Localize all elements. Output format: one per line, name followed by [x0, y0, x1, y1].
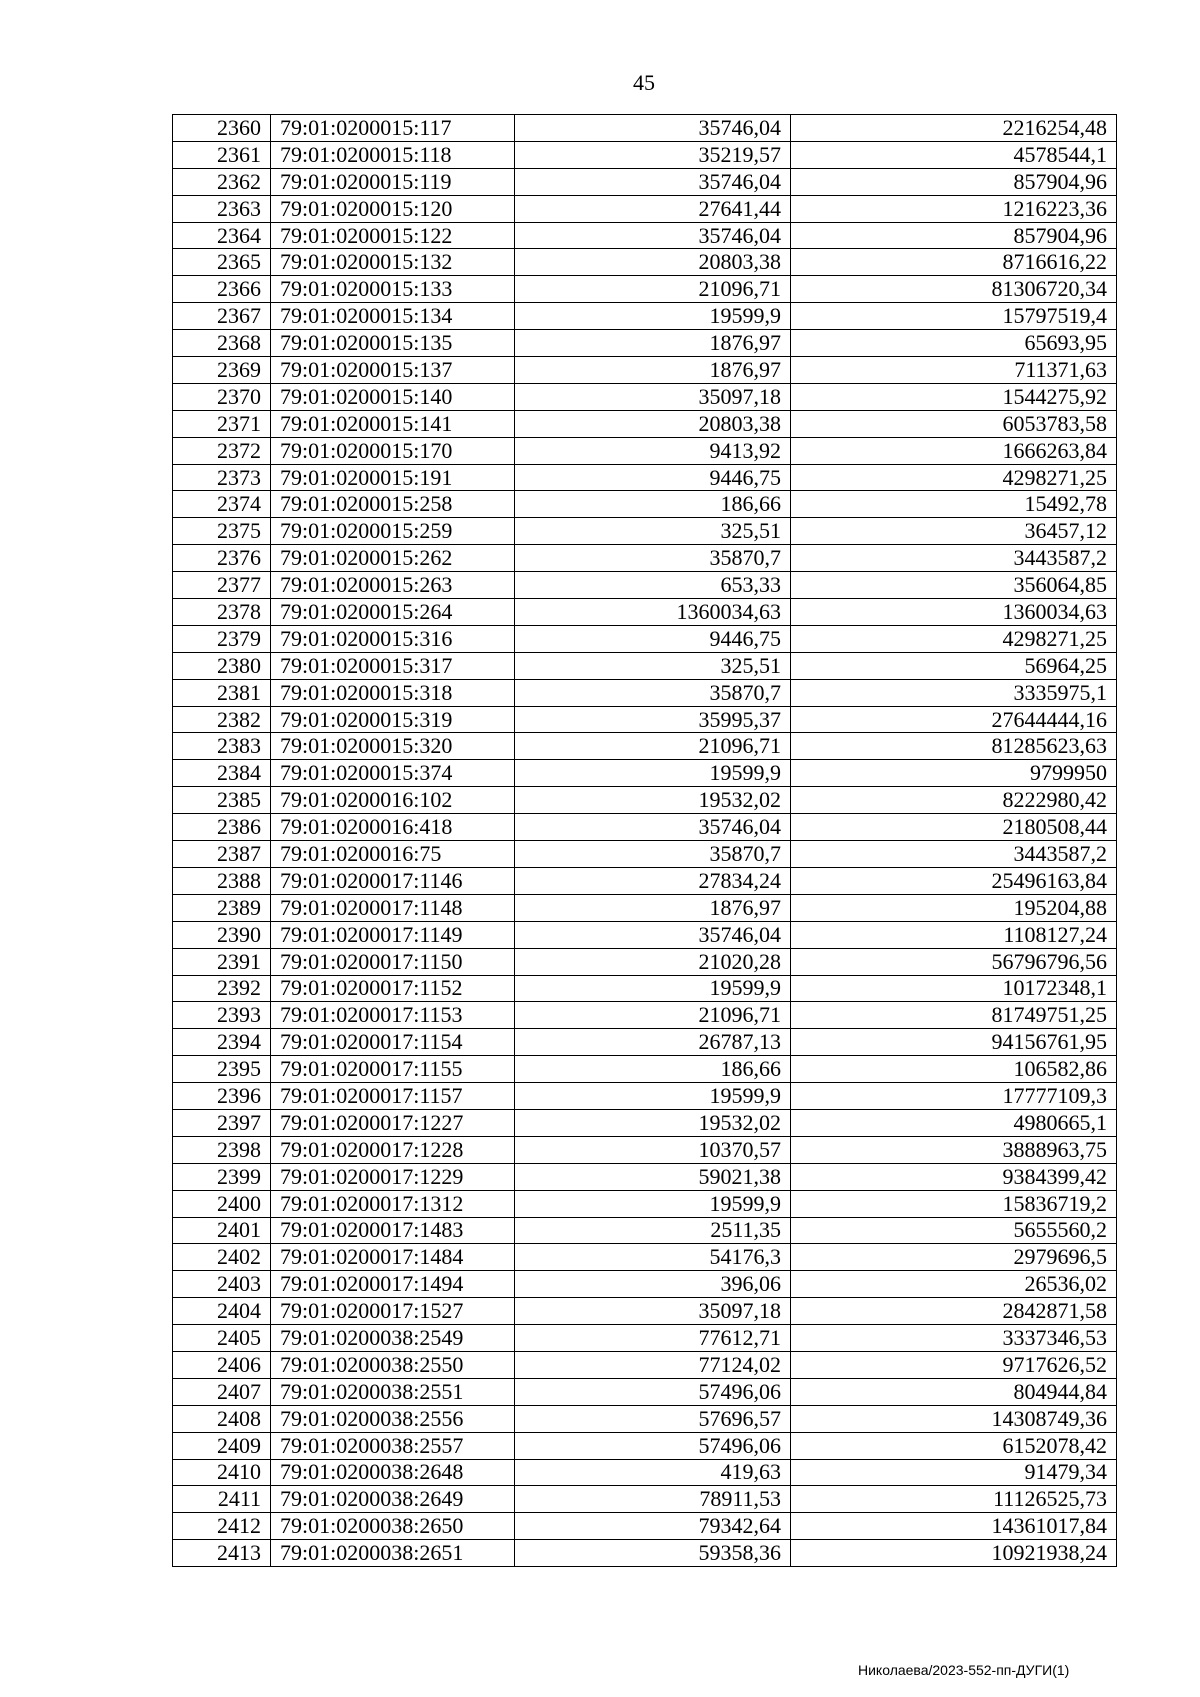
row-number-cell: 2413 — [173, 1540, 271, 1567]
table-row — [173, 195, 1117, 222]
total-value-cell: 3443587,2 — [791, 545, 1117, 572]
table-row — [173, 1136, 1117, 1163]
row-number-cell: 2374 — [173, 491, 271, 518]
total-value-cell: 2216254,48 — [791, 115, 1117, 142]
cadastral-number-cell: 79:01:0200015:259 — [271, 518, 515, 545]
table-row — [173, 921, 1117, 948]
total-value-cell: 9384399,42 — [791, 1163, 1117, 1190]
row-number-cell: 2411 — [173, 1486, 271, 1513]
total-value-cell: 1666263,84 — [791, 437, 1117, 464]
cadastral-number-cell: 79:01:0200015:264 — [271, 599, 515, 626]
value-cell: 35746,04 — [515, 921, 791, 948]
total-value-cell: 4298271,25 — [791, 464, 1117, 491]
table-row — [173, 1244, 1117, 1271]
total-value-cell: 3888963,75 — [791, 1136, 1117, 1163]
table-row — [173, 948, 1117, 975]
cadastral-number-cell: 79:01:0200038:2551 — [271, 1378, 515, 1405]
value-cell: 10370,57 — [515, 1136, 791, 1163]
value-cell: 57496,06 — [515, 1432, 791, 1459]
row-number-cell: 2378 — [173, 599, 271, 626]
table-row — [173, 975, 1117, 1002]
table-row — [173, 1351, 1117, 1378]
value-cell: 59358,36 — [515, 1540, 791, 1567]
table-row — [173, 115, 1117, 142]
row-number-cell: 2365 — [173, 249, 271, 276]
row-number-cell: 2390 — [173, 921, 271, 948]
value-cell: 419,63 — [515, 1459, 791, 1486]
cadastral-number-cell: 79:01:0200015:170 — [271, 437, 515, 464]
table-row — [173, 1083, 1117, 1110]
row-number-cell: 2380 — [173, 652, 271, 679]
table-row — [173, 518, 1117, 545]
table-row — [173, 841, 1117, 868]
row-number-cell: 2375 — [173, 518, 271, 545]
value-cell: 26787,13 — [515, 1029, 791, 1056]
row-number-cell: 2412 — [173, 1513, 271, 1540]
row-number-cell: 2410 — [173, 1459, 271, 1486]
cadastral-number-cell: 79:01:0200017:1527 — [271, 1298, 515, 1325]
cadastral-value-table — [172, 114, 1117, 1567]
value-cell: 35746,04 — [515, 222, 791, 249]
row-number-cell: 2377 — [173, 572, 271, 599]
table-row — [173, 760, 1117, 787]
row-number-cell: 2387 — [173, 841, 271, 868]
table-row — [173, 814, 1117, 841]
row-number-cell: 2404 — [173, 1298, 271, 1325]
value-cell: 77612,71 — [515, 1325, 791, 1352]
row-number-cell: 2384 — [173, 760, 271, 787]
row-number-cell: 2367 — [173, 303, 271, 330]
table-row — [173, 1190, 1117, 1217]
row-number-cell: 2389 — [173, 894, 271, 921]
cadastral-number-cell: 79:01:0200038:2549 — [271, 1325, 515, 1352]
row-number-cell: 2398 — [173, 1136, 271, 1163]
cadastral-number-cell: 79:01:0200016:102 — [271, 787, 515, 814]
value-cell: 186,66 — [515, 491, 791, 518]
total-value-cell: 10921938,24 — [791, 1540, 1117, 1567]
cadastral-number-cell: 79:01:0200017:1227 — [271, 1109, 515, 1136]
cadastral-number-cell: 79:01:0200038:2651 — [271, 1540, 515, 1567]
total-value-cell: 195204,88 — [791, 894, 1117, 921]
total-value-cell: 3335975,1 — [791, 679, 1117, 706]
cadastral-number-cell: 79:01:0200016:75 — [271, 841, 515, 868]
value-cell: 27641,44 — [515, 195, 791, 222]
total-value-cell: 4298271,25 — [791, 625, 1117, 652]
table-row — [173, 330, 1117, 357]
cadastral-number-cell: 79:01:0200016:418 — [271, 814, 515, 841]
total-value-cell: 65693,95 — [791, 330, 1117, 357]
total-value-cell: 91479,34 — [791, 1459, 1117, 1486]
table-row — [173, 787, 1117, 814]
value-cell: 1876,97 — [515, 357, 791, 384]
total-value-cell: 56964,25 — [791, 652, 1117, 679]
row-number-cell: 2361 — [173, 141, 271, 168]
row-number-cell: 2360 — [173, 115, 271, 142]
value-cell: 1876,97 — [515, 330, 791, 357]
cadastral-number-cell: 79:01:0200017:1148 — [271, 894, 515, 921]
cadastral-number-cell: 79:01:0200015:262 — [271, 545, 515, 572]
cadastral-number-cell: 79:01:0200015:122 — [271, 222, 515, 249]
cadastral-number-cell: 79:01:0200017:1312 — [271, 1190, 515, 1217]
total-value-cell: 8222980,42 — [791, 787, 1117, 814]
value-cell: 79342,64 — [515, 1513, 791, 1540]
value-cell: 35870,7 — [515, 545, 791, 572]
total-value-cell: 356064,85 — [791, 572, 1117, 599]
row-number-cell: 2399 — [173, 1163, 271, 1190]
total-value-cell: 4980665,1 — [791, 1109, 1117, 1136]
cadastral-number-cell: 79:01:0200015:137 — [271, 357, 515, 384]
total-value-cell: 81285623,63 — [791, 733, 1117, 760]
cadastral-number-cell: 79:01:0200015:118 — [271, 141, 515, 168]
total-value-cell: 1108127,24 — [791, 921, 1117, 948]
value-cell: 1360034,63 — [515, 599, 791, 626]
value-cell: 21020,28 — [515, 948, 791, 975]
total-value-cell: 56796796,56 — [791, 948, 1117, 975]
total-value-cell: 81749751,25 — [791, 1002, 1117, 1029]
cadastral-number-cell: 79:01:0200015:120 — [271, 195, 515, 222]
total-value-cell: 26536,02 — [791, 1271, 1117, 1298]
table-row — [173, 1298, 1117, 1325]
table-row — [173, 464, 1117, 491]
total-value-cell: 3443587,2 — [791, 841, 1117, 868]
row-number-cell: 2382 — [173, 706, 271, 733]
cadastral-number-cell: 79:01:0200017:1149 — [271, 921, 515, 948]
total-value-cell: 27644444,16 — [791, 706, 1117, 733]
row-number-cell: 2396 — [173, 1083, 271, 1110]
value-cell: 35097,18 — [515, 383, 791, 410]
row-number-cell: 2391 — [173, 948, 271, 975]
total-value-cell: 14308749,36 — [791, 1405, 1117, 1432]
row-number-cell: 2408 — [173, 1405, 271, 1432]
row-number-cell: 2371 — [173, 410, 271, 437]
cadastral-number-cell: 79:01:0200015:191 — [271, 464, 515, 491]
table-row — [173, 1325, 1117, 1352]
row-number-cell: 2372 — [173, 437, 271, 464]
row-number-cell: 2403 — [173, 1271, 271, 1298]
table-row — [173, 1056, 1117, 1083]
table-row — [173, 1405, 1117, 1432]
value-cell: 35097,18 — [515, 1298, 791, 1325]
row-number-cell: 2364 — [173, 222, 271, 249]
total-value-cell: 9717626,52 — [791, 1351, 1117, 1378]
value-cell: 325,51 — [515, 652, 791, 679]
row-number-cell: 2397 — [173, 1109, 271, 1136]
row-number-cell: 2392 — [173, 975, 271, 1002]
table-row — [173, 867, 1117, 894]
value-cell: 396,06 — [515, 1271, 791, 1298]
value-cell: 20803,38 — [515, 410, 791, 437]
cadastral-number-cell: 79:01:0200017:1146 — [271, 867, 515, 894]
value-cell: 653,33 — [515, 572, 791, 599]
table-row — [173, 625, 1117, 652]
table-row — [173, 303, 1117, 330]
cadastral-number-cell: 79:01:0200038:2650 — [271, 1513, 515, 1540]
cadastral-number-cell: 79:01:0200015:133 — [271, 276, 515, 303]
cadastral-number-cell: 79:01:0200017:1150 — [271, 948, 515, 975]
table-row — [173, 1271, 1117, 1298]
row-number-cell: 2373 — [173, 464, 271, 491]
row-number-cell: 2386 — [173, 814, 271, 841]
value-cell: 35746,04 — [515, 115, 791, 142]
value-cell: 325,51 — [515, 518, 791, 545]
total-value-cell: 106582,86 — [791, 1056, 1117, 1083]
table-row — [173, 599, 1117, 626]
cadastral-number-cell: 79:01:0200017:1228 — [271, 1136, 515, 1163]
cadastral-number-cell: 79:01:0200015:132 — [271, 249, 515, 276]
total-value-cell: 1360034,63 — [791, 599, 1117, 626]
cadastral-number-cell: 79:01:0200015:318 — [271, 679, 515, 706]
table-row — [173, 222, 1117, 249]
table-row — [173, 437, 1117, 464]
table-row — [173, 894, 1117, 921]
total-value-cell: 6152078,42 — [791, 1432, 1117, 1459]
value-cell: 35746,04 — [515, 814, 791, 841]
cadastral-number-cell: 79:01:0200015:258 — [271, 491, 515, 518]
cadastral-number-cell: 79:01:0200015:134 — [271, 303, 515, 330]
value-cell: 54176,3 — [515, 1244, 791, 1271]
row-number-cell: 2366 — [173, 276, 271, 303]
total-value-cell: 711371,63 — [791, 357, 1117, 384]
value-cell: 21096,71 — [515, 733, 791, 760]
value-cell: 2511,35 — [515, 1217, 791, 1244]
cadastral-number-cell: 79:01:0200015:117 — [271, 115, 515, 142]
table-row — [173, 168, 1117, 195]
total-value-cell: 804944,84 — [791, 1378, 1117, 1405]
value-cell: 59021,38 — [515, 1163, 791, 1190]
value-cell: 35219,57 — [515, 141, 791, 168]
table-row — [173, 1109, 1117, 1136]
table-row — [173, 1486, 1117, 1513]
value-cell: 186,66 — [515, 1056, 791, 1083]
table-row — [173, 1163, 1117, 1190]
cadastral-number-cell: 79:01:0200017:1152 — [271, 975, 515, 1002]
total-value-cell: 2979696,5 — [791, 1244, 1117, 1271]
row-number-cell: 2406 — [173, 1351, 271, 1378]
page-number: 45 — [633, 70, 655, 95]
total-value-cell: 81306720,34 — [791, 276, 1117, 303]
table-row — [173, 1432, 1117, 1459]
table-row — [173, 141, 1117, 168]
total-value-cell: 1216223,36 — [791, 195, 1117, 222]
value-cell: 19599,9 — [515, 760, 791, 787]
table-row — [173, 1217, 1117, 1244]
cadastral-number-cell: 79:01:0200015:319 — [271, 706, 515, 733]
row-number-cell: 2388 — [173, 867, 271, 894]
total-value-cell: 857904,96 — [791, 168, 1117, 195]
total-value-cell: 36457,12 — [791, 518, 1117, 545]
table-row — [173, 410, 1117, 437]
table-row — [173, 1459, 1117, 1486]
table-row — [173, 1378, 1117, 1405]
value-cell: 78911,53 — [515, 1486, 791, 1513]
cadastral-number-cell: 79:01:0200015:140 — [271, 383, 515, 410]
value-cell: 35746,04 — [515, 168, 791, 195]
value-cell: 19599,9 — [515, 1083, 791, 1110]
row-number-cell: 2409 — [173, 1432, 271, 1459]
cadastral-number-cell: 79:01:0200017:1229 — [271, 1163, 515, 1190]
cadastral-number-cell: 79:01:0200017:1157 — [271, 1083, 515, 1110]
table-row — [173, 1513, 1117, 1540]
row-number-cell: 2362 — [173, 168, 271, 195]
row-number-cell: 2401 — [173, 1217, 271, 1244]
total-value-cell: 3337346,53 — [791, 1325, 1117, 1352]
total-value-cell: 10172348,1 — [791, 975, 1117, 1002]
value-cell: 1876,97 — [515, 894, 791, 921]
value-cell: 19599,9 — [515, 303, 791, 330]
value-cell: 19599,9 — [515, 975, 791, 1002]
value-cell: 21096,71 — [515, 1002, 791, 1029]
table-row — [173, 1029, 1117, 1056]
cadastral-number-cell: 79:01:0200038:2649 — [271, 1486, 515, 1513]
row-number-cell: 2393 — [173, 1002, 271, 1029]
value-cell: 21096,71 — [515, 276, 791, 303]
table-row — [173, 357, 1117, 384]
total-value-cell: 11126525,73 — [791, 1486, 1117, 1513]
cadastral-number-cell: 79:01:0200015:320 — [271, 733, 515, 760]
total-value-cell: 15836719,2 — [791, 1190, 1117, 1217]
table-row — [173, 1540, 1117, 1567]
row-number-cell: 2394 — [173, 1029, 271, 1056]
total-value-cell: 9799950 — [791, 760, 1117, 787]
cadastral-number-cell: 79:01:0200015:141 — [271, 410, 515, 437]
total-value-cell: 25496163,84 — [791, 867, 1117, 894]
table-row — [173, 652, 1117, 679]
table-row — [173, 1002, 1117, 1029]
total-value-cell: 4578544,1 — [791, 141, 1117, 168]
table-row — [173, 706, 1117, 733]
row-number-cell: 2407 — [173, 1378, 271, 1405]
row-number-cell: 2368 — [173, 330, 271, 357]
cadastral-number-cell: 79:01:0200017:1154 — [271, 1029, 515, 1056]
cadastral-number-cell: 79:01:0200015:135 — [271, 330, 515, 357]
row-number-cell: 2363 — [173, 195, 271, 222]
row-number-cell: 2405 — [173, 1325, 271, 1352]
row-number-cell: 2383 — [173, 733, 271, 760]
table-row — [173, 249, 1117, 276]
row-number-cell: 2395 — [173, 1056, 271, 1083]
value-cell: 57696,57 — [515, 1405, 791, 1432]
cadastral-number-cell: 79:01:0200038:2648 — [271, 1459, 515, 1486]
total-value-cell: 15492,78 — [791, 491, 1117, 518]
total-value-cell: 2842871,58 — [791, 1298, 1117, 1325]
cadastral-number-cell: 79:01:0200015:119 — [271, 168, 515, 195]
row-number-cell: 2369 — [173, 357, 271, 384]
cadastral-number-cell: 79:01:0200015:374 — [271, 760, 515, 787]
table-row — [173, 276, 1117, 303]
document-reference: Николаева/2023-552-пп-ДУГИ(1) — [858, 1662, 1070, 1678]
value-cell: 9446,75 — [515, 464, 791, 491]
table-row — [173, 572, 1117, 599]
row-number-cell: 2400 — [173, 1190, 271, 1217]
value-cell: 35870,7 — [515, 679, 791, 706]
value-cell: 19599,9 — [515, 1190, 791, 1217]
row-number-cell: 2381 — [173, 679, 271, 706]
row-number-cell: 2376 — [173, 545, 271, 572]
table-row — [173, 679, 1117, 706]
cadastral-number-cell: 79:01:0200015:317 — [271, 652, 515, 679]
value-cell: 9446,75 — [515, 625, 791, 652]
total-value-cell: 14361017,84 — [791, 1513, 1117, 1540]
value-cell: 57496,06 — [515, 1378, 791, 1405]
total-value-cell: 15797519,4 — [791, 303, 1117, 330]
total-value-cell: 6053783,58 — [791, 410, 1117, 437]
value-cell: 9413,92 — [515, 437, 791, 464]
value-cell: 19532,02 — [515, 1109, 791, 1136]
table-row — [173, 545, 1117, 572]
cadastral-number-cell: 79:01:0200017:1153 — [271, 1002, 515, 1029]
total-value-cell: 1544275,92 — [791, 383, 1117, 410]
cadastral-number-cell: 79:01:0200038:2550 — [271, 1351, 515, 1378]
value-cell: 27834,24 — [515, 867, 791, 894]
cadastral-number-cell: 79:01:0200038:2557 — [271, 1432, 515, 1459]
value-cell: 77124,02 — [515, 1351, 791, 1378]
value-cell: 19532,02 — [515, 787, 791, 814]
value-cell: 35870,7 — [515, 841, 791, 868]
table-body — [173, 115, 1117, 1567]
total-value-cell: 5655560,2 — [791, 1217, 1117, 1244]
cadastral-number-cell: 79:01:0200017:1155 — [271, 1056, 515, 1083]
row-number-cell: 2402 — [173, 1244, 271, 1271]
total-value-cell: 94156761,95 — [791, 1029, 1117, 1056]
total-value-cell: 17777109,3 — [791, 1083, 1117, 1110]
value-cell: 35995,37 — [515, 706, 791, 733]
cadastral-number-cell: 79:01:0200015:263 — [271, 572, 515, 599]
row-number-cell: 2385 — [173, 787, 271, 814]
cadastral-number-cell: 79:01:0200017:1494 — [271, 1271, 515, 1298]
total-value-cell: 2180508,44 — [791, 814, 1117, 841]
table-row — [173, 383, 1117, 410]
cadastral-number-cell: 79:01:0200038:2556 — [271, 1405, 515, 1432]
row-number-cell: 2379 — [173, 625, 271, 652]
cadastral-number-cell: 79:01:0200017:1483 — [271, 1217, 515, 1244]
cadastral-number-cell: 79:01:0200015:316 — [271, 625, 515, 652]
table-row — [173, 733, 1117, 760]
total-value-cell: 8716616,22 — [791, 249, 1117, 276]
table-row — [173, 491, 1117, 518]
row-number-cell: 2370 — [173, 383, 271, 410]
total-value-cell: 857904,96 — [791, 222, 1117, 249]
value-cell: 20803,38 — [515, 249, 791, 276]
cadastral-number-cell: 79:01:0200017:1484 — [271, 1244, 515, 1271]
